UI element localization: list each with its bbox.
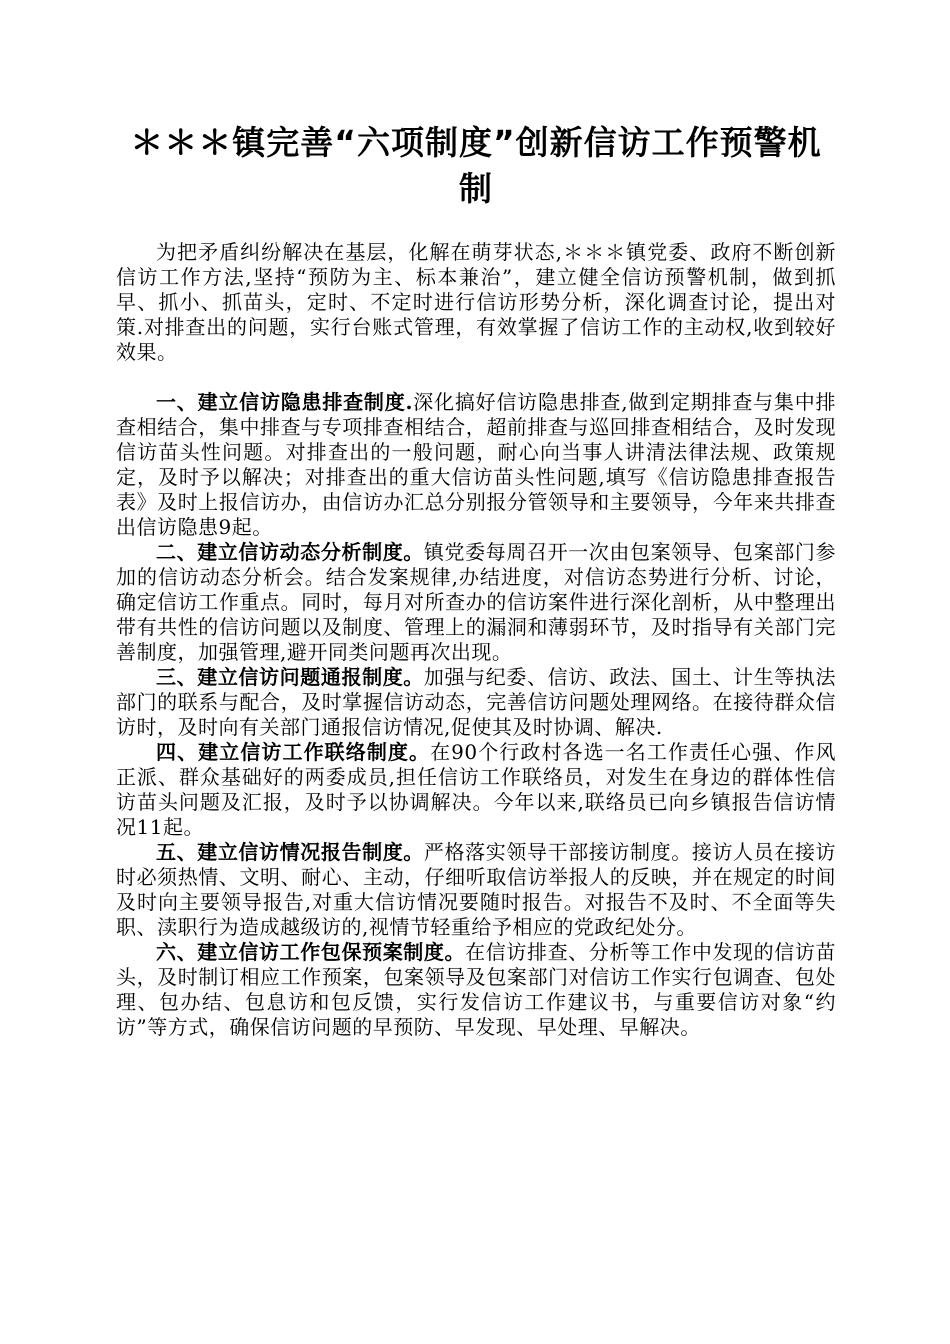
document-title: ＊＊＊镇完善“六项制度”创新信访工作预警机制 xyxy=(130,123,822,208)
section-heading-2: 二、建立信访动态分析制度。 xyxy=(156,540,424,564)
section-paragraph-4 xyxy=(116,740,836,840)
section-paragraph-6 xyxy=(116,940,836,1040)
section-heading-4: 四、建立信访工作联络制度。 xyxy=(156,740,431,764)
section-paragraph-5 xyxy=(116,840,836,940)
document-page xyxy=(116,120,836,1040)
section-heading-3: 三、建立信访问题通报制度。 xyxy=(156,665,424,689)
intro-paragraph: 为把矛盾纠纷解决在基层，化解在萌芽状态,＊＊＊镇党委、政府不断创新信访工作方法,坚持“预防为主、标本兼治”，建立健全信访预警机制，做到抓早、抓小、抓苗头，定时、不定时进行信访形势分析，深化调查讨论，提出对策.对排查出的问题，实行台账式管理，有效掌握了信访工作的主动权,收到较好效果。 xyxy=(116,240,836,364)
section-text-6: 在信访排查、分析等工作中发现的信访苗头，及时制订相应工作预案，包案领导及包案部门对信访工作实行包调查、包处理、包办结、包息访和包反馈，实行发信访工作建议书，与重要信访对象“约访”等方式，确保信访问题的早预防、早发现、早处理、早解决。 xyxy=(116,940,836,1039)
section-text-3: 加强与纪委、信访、政法、国土、计生等执法部门的联系与配合，及时掌握信访动态，完善信访问题处理网络。在接待群众信访时，及时向有关部门通报信访情况,促使其及时协调、解决. xyxy=(116,665,836,739)
section-paragraph-1 xyxy=(116,390,836,540)
section-heading-6: 六、建立信访工作包保预案制度。 xyxy=(156,940,466,964)
section-heading-1: 一、建立信访隐患排查制度. xyxy=(156,390,413,414)
section-paragraph-2 xyxy=(116,540,836,665)
section-heading-5: 五、建立信访情况报告制度。 xyxy=(156,840,424,864)
section-text-4: 在90个行政村各选一名工作责任心强、作风正派、群众基础好的两委成员,担任信访工作联络员，对发生在身边的群体性信访苗头问题及汇报，及时予以协调解决。今年以来,联络员已向乡镇报告信访情况11起。 xyxy=(116,740,837,839)
section-text-5: 严格落实领导干部接访制度。接访人员在接访时必须热情、文明、耐心、主动，仔细听取信访举报人的反映，并在规定的时间及时向主要领导报告,对重大信访情况要随时报告。对报告不及时、不全面等失职、渎职行为造成越级访的,视情节轻重给予相应的党政纪处分。 xyxy=(116,840,836,939)
paragraph-gap xyxy=(116,365,836,390)
section-paragraph-3 xyxy=(116,665,836,740)
section-text-1: 深化搞好信访隐患排查,做到定期排查与集中排查相结合，集中排查与专项排查相结合，超前排查与巡回排查相结合，及时发现信访苗头性问题。对排查出的一般问题，耐心向当事人讲清法律法规、政策规定，及时予以解决；对排查出的重大信访苗头性问题,填写《信访隐患排查报告表》及时上报信访办，由信访办汇总分别报分管领导和主要领导，今年来共排查出信访隐患9起。 xyxy=(116,390,836,539)
section-text-2: 镇党委每周召开一次由包案领导、包案部门参加的信访动态分析会。结合发案规律,办结进度，对信访态势进行分析、讨论，确定信访工作重点。同时，每月对所查办的信访案件进行深化剖析，从中整理出带有共性的信访问题以及制度、管理上的漏洞和薄弱环节，及时指导有关部门完善制度，加强管理,避开同类问题再次出现。 xyxy=(116,540,836,664)
